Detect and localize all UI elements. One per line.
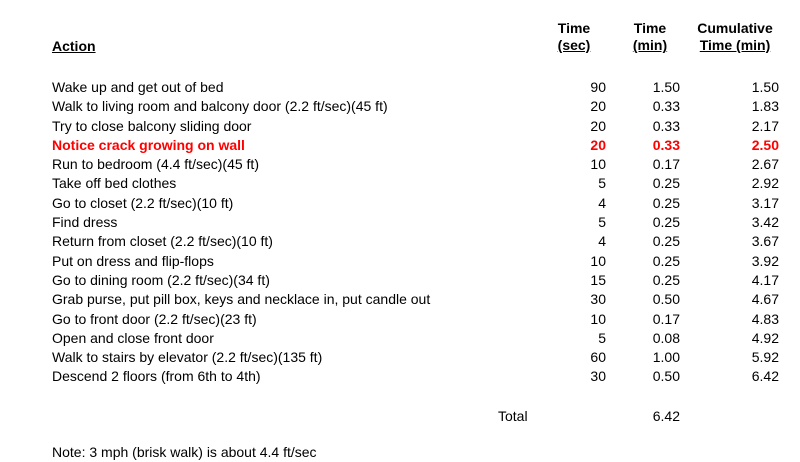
table-row [0,290,800,309]
table-row [0,117,800,136]
cell-cumulative: 3.17 [751,194,779,211]
cell-cumulative: 2.92 [751,175,779,192]
cell-action: Grab purse, put pill box, keys and necklace in, put candle out [52,291,431,308]
header-time-sec-line2: (sec) [557,37,591,53]
cell-time-min: 0.17 [652,310,680,327]
cell-time-min: 1.00 [652,349,680,366]
cell-action: Put on dress and flip-flops [52,252,214,269]
header-cumulative-line2: Time (min) [699,37,771,53]
header-cumulative [686,20,784,54]
cell-cumulative: 5.92 [751,349,779,366]
cell-time-min: 0.08 [652,329,680,346]
table-row [0,310,800,329]
cell-cumulative: 1.83 [751,98,779,115]
cell-time-sec: 30 [590,368,606,385]
cell-action: Walk to living room and balcony door (2.2 ft/sec)(45 ft) [52,98,388,115]
header-time-min [620,20,680,54]
cell-time-min: 0.17 [652,156,680,173]
table-row [0,232,800,251]
cell-action: Try to close balcony sliding door [52,117,252,134]
cell-time-min: 0.33 [652,98,680,115]
cell-cumulative: 4.67 [751,291,779,308]
cell-time-sec: 4 [598,233,606,250]
header-time-sec-line1: Time [557,20,591,36]
cell-time-sec: 20 [590,117,606,134]
total-value: 6.42 [652,408,680,424]
footnote: Note: 3 mph (brisk walk) is about 4.4 ft/sec [52,444,317,460]
cell-time-sec: 60 [590,349,606,366]
cell-time-sec: 5 [598,329,606,346]
table-row [0,252,800,271]
cell-action: Descend 2 floors (from 6th to 4th) [52,368,261,385]
header-time-sec [548,20,600,54]
cell-time-sec: 20 [590,136,606,153]
cell-action: Take off bed clothes [52,175,177,192]
cell-time-min: 0.25 [652,194,680,211]
cell-action: Wake up and get out of bed [52,79,224,95]
header-cumulative-line1: Cumulative [697,20,773,36]
cell-time-sec: 10 [590,252,606,269]
cell-cumulative: 3.42 [751,214,779,231]
cell-action: Open and close front door [52,329,214,346]
cell-time-min: 0.33 [652,117,680,134]
cell-cumulative: 2.67 [751,156,779,173]
cell-time-sec: 10 [590,310,606,327]
cell-cumulative: 2.50 [751,136,779,153]
cell-time-min: 0.33 [652,136,680,153]
cell-time-min: 0.50 [652,291,680,308]
table-row [0,194,800,213]
table-row [0,367,800,386]
cell-cumulative: 2.17 [751,117,779,134]
cell-time-min: 0.50 [652,368,680,385]
cell-cumulative: 3.67 [751,233,779,250]
cell-action: Return from closet (2.2 ft/sec)(10 ft) [52,233,273,250]
cell-action: Go to front door (2.2 ft/sec)(23 ft) [52,310,257,327]
table-body [0,78,800,387]
header-time-min-line1: Time [633,20,667,36]
total-label: Total [498,408,528,424]
header-action-label: Action [52,38,96,54]
cell-action: Notice crack growing on wall [52,136,245,153]
cell-time-sec: 20 [590,98,606,115]
table-row [0,174,800,193]
cell-action: Find dress [52,214,118,231]
cell-action: Walk to stairs by elevator (2.2 ft/sec)(135 ft) [52,349,323,366]
header-time-min-line2: (min) [632,37,668,53]
cell-time-sec: 90 [590,79,606,95]
cell-time-sec: 15 [590,271,606,288]
table-row [0,155,800,174]
cell-time-min: 0.25 [652,233,680,250]
cell-time-min: 1.50 [652,79,680,95]
table-row-highlighted [0,136,800,155]
table-row [0,329,800,348]
cell-action: Run to bedroom (4.4 ft/sec)(45 ft) [52,156,259,173]
cell-time-min: 0.25 [652,252,680,269]
cell-cumulative: 6.42 [751,368,779,385]
cell-time-min: 0.25 [652,214,680,231]
table-row [0,348,800,367]
cell-time-sec: 30 [590,291,606,308]
table-row [0,78,800,97]
cell-cumulative: 4.83 [751,310,779,327]
table-row [0,271,800,290]
table-row [0,97,800,116]
cell-cumulative: 3.92 [751,252,779,269]
cell-time-sec: 4 [598,194,606,211]
cell-action: Go to closet (2.2 ft/sec)(10 ft) [52,194,234,211]
cell-action: Go to dining room (2.2 ft/sec)(34 ft) [52,271,270,288]
cell-time-min: 0.25 [652,271,680,288]
cell-cumulative: 4.92 [751,329,779,346]
cell-cumulative: 1.50 [751,79,779,95]
cell-time-sec: 5 [598,175,606,192]
total-row [0,406,800,426]
cell-time-min: 0.25 [652,175,680,192]
header-action [52,38,96,55]
cell-cumulative: 4.17 [751,271,779,288]
cell-time-sec: 10 [590,156,606,173]
cell-time-sec: 5 [598,214,606,231]
table-row [0,213,800,232]
